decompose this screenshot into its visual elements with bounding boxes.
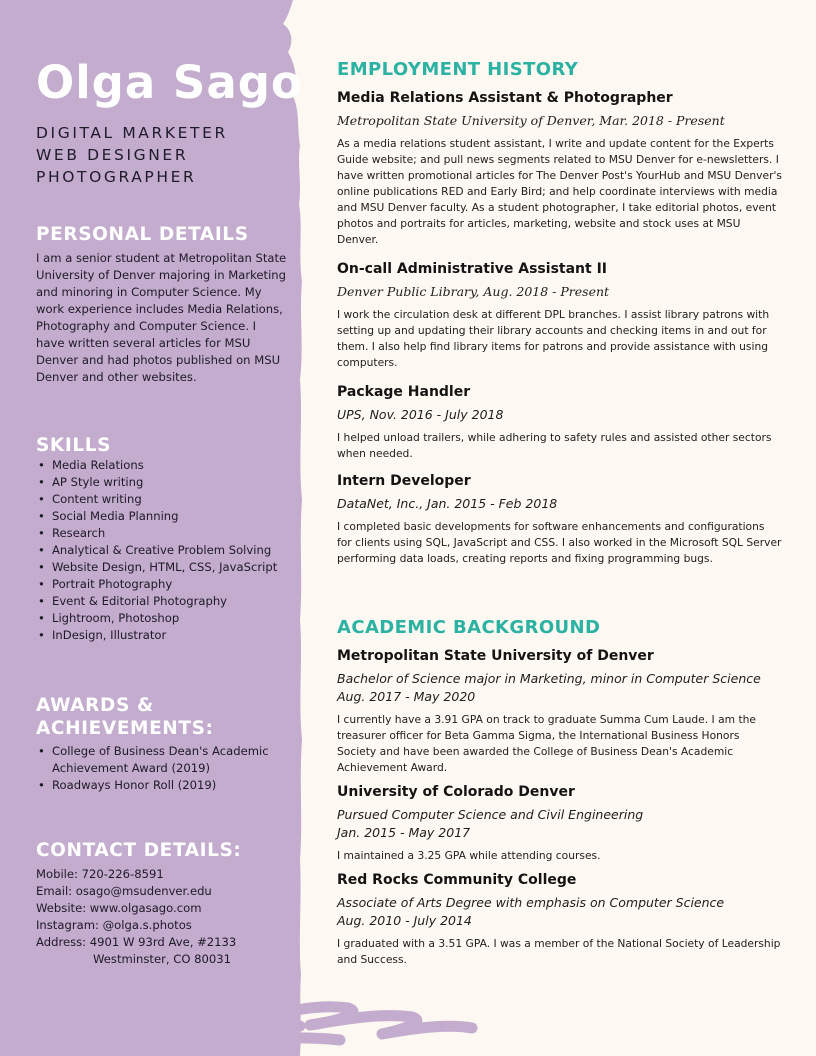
profile-title: WEB DESIGNER	[36, 146, 189, 164]
skill-item: • Website Design, HTML, CSS, JavaScript	[36, 559, 294, 576]
skill-item: • Media Relations	[36, 457, 294, 474]
skill-item: • Analytical & Creative Problem Solving	[36, 542, 294, 559]
school-entry	[337, 870, 782, 968]
personal-details-text: I am a senior student at Metropolitan State University of Denver majoring in Marketing and minoring in Computer Science. My work experience includes Media Relations, Photography and Computer Science. I have written several articles for MSU Denver and had photos published on MSU Denver and other websites.	[36, 251, 287, 384]
contact-email[interactable]: Email: osago@msudenver.edu	[36, 884, 212, 898]
skill-item: • Portrait Photography	[36, 576, 294, 593]
profile-name: Olga Sago	[36, 56, 303, 109]
award-item: • College of Business Dean's Academic Achievement Award (2019)	[36, 743, 276, 777]
contact-list	[36, 866, 236, 968]
school-degree: Associate of Arts Degree with emphasis on Computer Science	[337, 895, 725, 910]
job-employer-dates: DataNet, Inc., Jan. 2015 - Feb 2018	[337, 496, 558, 511]
school-description: I graduated with a 3.51 GPA. I was a member of the National Society of Leadership and Success.	[337, 937, 781, 966]
contact-instagram[interactable]: Instagram: @olga.s.photos	[36, 918, 192, 932]
sidebar	[0, 0, 303, 1056]
school-dates: Aug. 2010 - July 2014	[337, 913, 472, 928]
job-employer-dates: Metropolitan State University of Denver, Mar. 2018 - Present	[337, 113, 725, 128]
profile-titles	[36, 122, 228, 188]
awards-list	[36, 743, 276, 794]
contact-address-line1: Address: 4901 W 93rd Ave, #2133	[36, 935, 237, 949]
job-entry	[337, 382, 782, 462]
skill-item: • AP Style writing	[36, 474, 294, 491]
awards-heading-line2: ACHIEVEMENTS:	[36, 718, 214, 739]
job-entry	[337, 259, 782, 371]
main-content	[337, 0, 787, 1056]
contact-mobile[interactable]: Mobile: 720-226-8591	[36, 867, 164, 881]
awards-heading	[36, 694, 214, 740]
school-degree: Pursued Computer Science and Civil Engineering	[337, 807, 644, 822]
profile-title: PHOTOGRAPHER	[36, 168, 197, 186]
school-description: I maintained a 3.25 GPA while attending courses.	[337, 849, 601, 862]
school-description: I currently have a 3.91 GPA on track to graduate Summa Cum Laude. I am the treasurer officer for Beta Gamma Sigma, the International Business Honors Society and have been awarded the College of Business Dean's Academic Achievement Award.	[337, 713, 756, 774]
profile-title: DIGITAL MARKETER	[36, 124, 228, 142]
school-entry	[337, 782, 782, 864]
school-name: Metropolitan State University of Denver	[337, 648, 654, 664]
school-dates: Aug. 2017 - May 2020	[337, 689, 476, 704]
school-degree: Bachelor of Science major in Marketing, minor in Computer Science	[337, 671, 761, 686]
job-title: Media Relations Assistant & Photographer	[337, 90, 673, 106]
job-description: I helped unload trailers, while adhering to safety rules and assisted other sectors when needed.	[337, 431, 772, 460]
job-entry	[337, 471, 782, 567]
job-employer-dates: UPS, Nov. 2016 - July 2018	[337, 407, 504, 422]
skill-item: • Content writing	[36, 491, 294, 508]
job-entry	[337, 88, 782, 248]
contact-website[interactable]: Website: www.olgasago.com	[36, 901, 202, 915]
school-name: Red Rocks Community College	[337, 872, 577, 888]
job-title: Package Handler	[337, 384, 471, 400]
skill-item: • InDesign, Illustrator	[36, 627, 294, 644]
job-employer-dates: Denver Public Library, Aug. 2018 - Present	[337, 284, 610, 299]
job-title: On-call Administrative Assistant II	[337, 261, 607, 277]
job-description: As a media relations student assistant, I write and update content for the Experts Guide website; and pull news segments related to MSU Denver for e-newsletters. I have written promotional articles for The Denver Post's YourHub and MSU Denver's online publications RED and Early Bird; and help coordinate interviews with media and MSU Denver faculty. As a student photographer, I take editorial photos, event photos and portraits for articles, marketing, website and stock uses at MSU Denver.	[337, 137, 782, 246]
academic-background-heading: ACADEMIC BACKGROUND	[337, 617, 601, 638]
skills-list	[36, 457, 294, 644]
skill-item: • Event & Editorial Photography	[36, 593, 294, 610]
school-entry	[337, 646, 782, 776]
job-title: Intern Developer	[337, 473, 471, 489]
contact-address-line2: Westminster, CO 80031	[93, 952, 232, 966]
school-name: University of Colorado Denver	[337, 784, 575, 800]
award-item: • Roadways Honor Roll (2019)	[36, 777, 276, 794]
skill-item: • Social Media Planning	[36, 508, 294, 525]
contact-details-heading: CONTACT DETAILS:	[36, 840, 242, 861]
skill-item: • Research	[36, 525, 294, 542]
job-description: I completed basic developments for software enhancements and configurations for clients using SQL, JavaScript and CSS. I also worked in the Microsoft SQL Server performing data loads, creating reports and fixing programming bugs.	[337, 520, 782, 565]
employment-history-heading: EMPLOYMENT HISTORY	[337, 59, 579, 80]
awards-heading-line1: AWARDS &	[36, 695, 154, 716]
personal-details-heading: PERSONAL DETAILS	[36, 224, 249, 245]
school-dates: Jan. 2015 - May 2017	[337, 825, 471, 840]
skills-heading: SKILLS	[36, 435, 112, 456]
job-description: I work the circulation desk at different DPL branches. I assist library patrons with setting up and updating their library accounts and checking items in and out for them. I also help find library items for patrons and provide assistance with using computers.	[337, 308, 770, 369]
skill-item: • Lightroom, Photoshop	[36, 610, 294, 627]
